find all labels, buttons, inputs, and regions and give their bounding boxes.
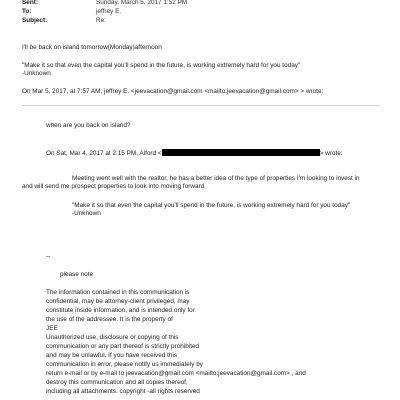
disclaimer-line: including all attachments. copyright -all rights reserved (46, 388, 200, 395)
quoted2-quote-author: -Unknown (72, 210, 101, 217)
signature-dashes: -- (46, 253, 51, 260)
disclaimer-line: Unauthorized use, disclosure or copying of this (46, 334, 179, 341)
please-note: please note (60, 271, 94, 278)
reply-quote-author: -Unknown (22, 70, 51, 77)
disclaimer-line: The information contained in this communication is (46, 289, 190, 296)
disclaimer-line: constitute inside information, and is intended only for (46, 307, 195, 314)
disclaimer-line: and may be unlawful. If you have received this (46, 352, 178, 359)
quoted2-quote: "Make it so that even the capital you'll spend in the future, is working extremely hard for you today" (72, 202, 351, 209)
disclaimer-line: the use of the addressee. It is the property of (46, 316, 173, 323)
redaction-bar (162, 149, 320, 156)
quoted-wrote-line (46, 149, 343, 158)
subject-value: Re: (96, 17, 106, 24)
reply-quote: "Make it so that even the capital you'll spend in the future, is working extremely hard for you today" (22, 62, 301, 69)
to-label: To: (22, 8, 32, 15)
quoted2-line2: and will send me prospect properties to look into moving forward (22, 183, 205, 190)
subject-label: Subject: (22, 17, 48, 24)
disclaimer-line: JEE (46, 325, 58, 332)
quoted2-line1: Meeting went well with the realtor, he has a better idea of the type of properties I'm looking to invest in (72, 175, 360, 182)
disclaimer-line: confidential, may be attorney-client privileged, may (46, 298, 190, 305)
to-value: jeffrey E. (96, 8, 122, 15)
reply-wrote-line: On Mar 5, 2017, at 7:57 AM, jeffrey E. <jeevacation@gmail.com <mailto:jeevacation@gmail.com> > wrote: (22, 88, 324, 95)
sent-value: Sunday, March 5, 2017 1:52 PM (96, 0, 188, 6)
disclaimer-line: destroy this communication and all copies thereof, (46, 379, 188, 386)
disclaimer-line: communication in error, please notify us immediately by (46, 361, 203, 368)
reply-line: I'll be back on island tomorrow(Monday)afternoon (22, 44, 162, 51)
disclaimer-line: return e-mail or by e-mail to jeevacation@gmail.com <mailto:jeevacation@gmail.com> , and (46, 370, 306, 377)
disclaimer-line: communication or any part thereof is strictly prohibited (46, 343, 200, 350)
quoted-wrote-prefix: On Sat, Mar 4, 2017 at 2:15 PM, Alford < (46, 150, 162, 157)
quoted-question: when are you back on island? (46, 122, 131, 129)
sent-label: Sent: (22, 0, 38, 6)
quoted-wrote-suffix: > wrote: (319, 150, 343, 157)
divider (22, 105, 380, 106)
